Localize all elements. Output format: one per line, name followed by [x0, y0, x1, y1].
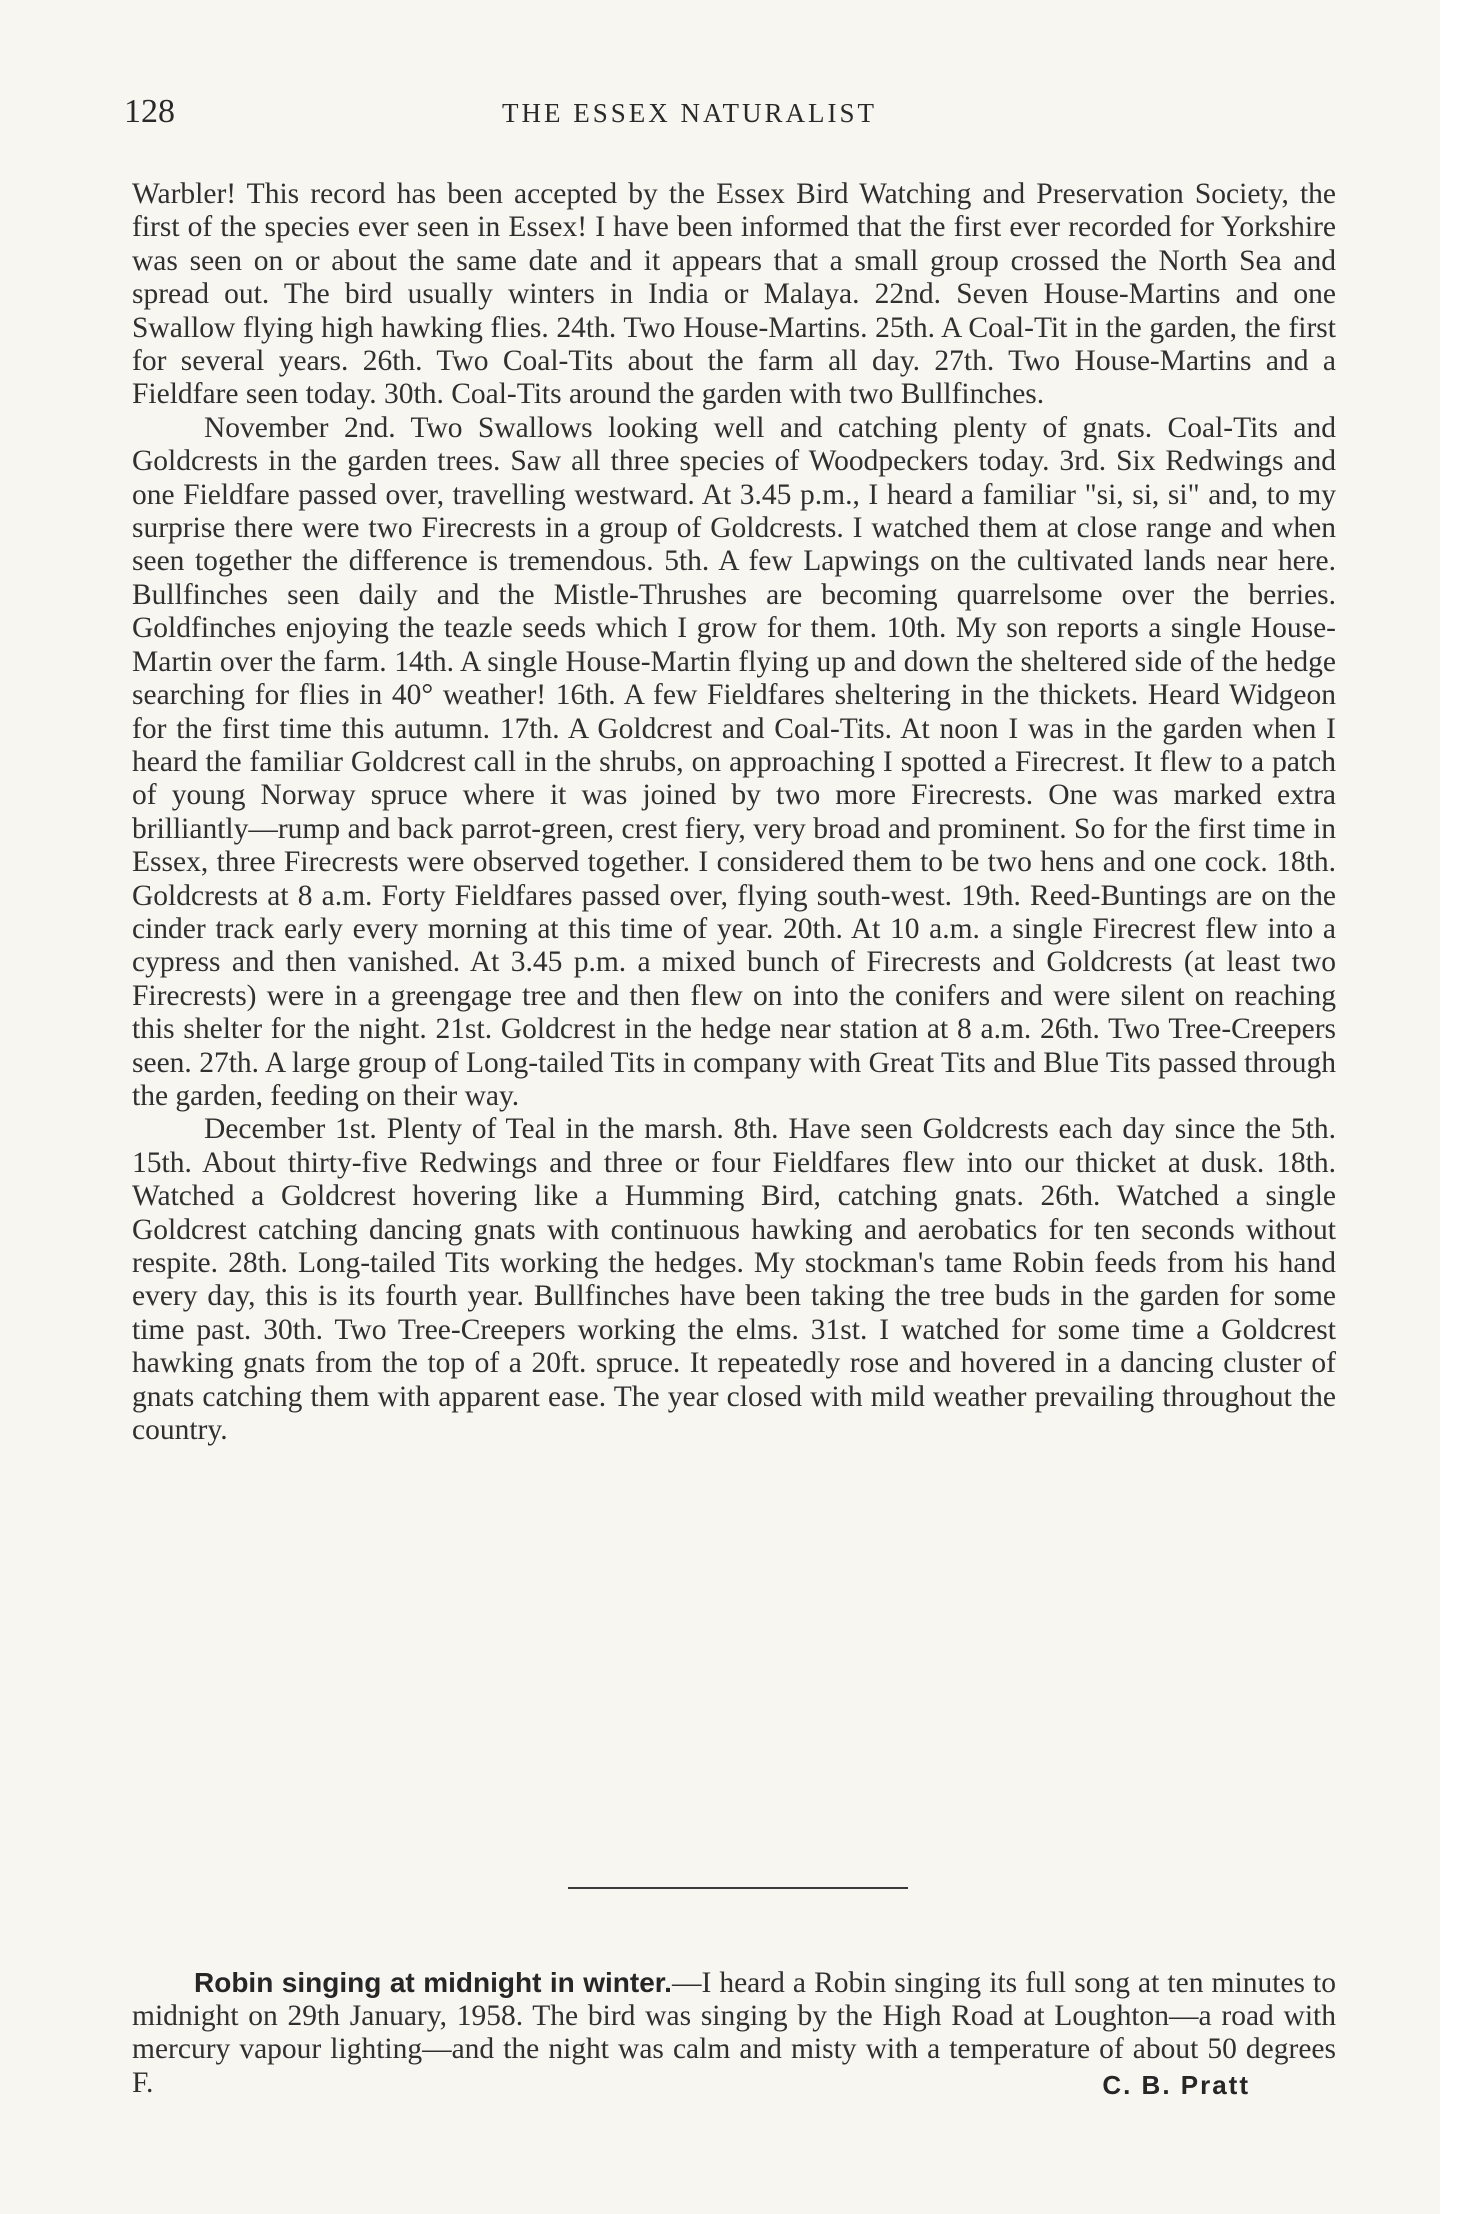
paragraph-december: December 1st. Plenty of Teal in the marsh. 8th. Have seen Goldcrests each day since the 5th. 15th. About thirty-five Redwings and three or four Fieldfares flew into our thicket at dusk. 18th. Watched a Goldcrest hovering like a Humming Bird, catching gnats. 26th. Watched a single Goldcrest catching dancing gnats with continuous hawking and aerobatics for ten seconds without respite. 28th. Long-tailed Tits working the hedges. My stockman's tame Robin feeds from his hand every day, this is its fourth year. Bullfinches have been taking the tree buds in the garden for some time past. 30th. Two Tree-Creepers working the elms. 31st. I watched for some time a Goldcrest hawking gnats from the top of a 20ft. spruce. It repeatedly rose and hovered in a dancing cluster of gnats catching them with apparent ease. The year closed with mild weather prevailing throughout the country. — [132, 1113, 1336, 1447]
page-number: 128 — [124, 93, 175, 130]
article-body — [132, 178, 1336, 1447]
section-divider — [568, 1887, 908, 1889]
page-edge — [1440, 0, 1476, 2214]
running-title: THE ESSEX NATURALIST — [502, 98, 877, 128]
note-author: C. B. Pratt — [1102, 2070, 1250, 2100]
note-heading: Robin singing at midnight in winter. — [194, 1966, 672, 1998]
paragraph-october-continued: Warbler! This record has been accepted by the Essex Bird Watching and Preservation Society, the first of the species ever seen in Essex! I have been informed that the first ever recorded for Yorkshire was seen on or about the same date and it appears that a small group crossed the North Sea and spread out. The bird usually winters in India or Malaya. 22nd. Seven House-Martins and one Swallow flying high hawking flies. 24th. Two House-Martins. 25th. A Coal-Tit in the garden, the first for several years. 26th. Two Coal-Tits about the farm all day. 27th. Two House-Martins and a Fieldfare seen today. 30th. Coal-Tits around the garden with two Bullfinches. — [132, 178, 1336, 411]
note-body: —I heard a Robin singing its full song at ten minutes to midnight on 29th January, 1958. The bird was singing by the High Road at Loughton—a road with mercury vapour lighting—and the night was calm and misty with a temperature of about 50 degrees F. — [132, 1966, 1336, 2099]
page-header — [0, 92, 1476, 132]
paragraph-november: November 2nd. Two Swallows looking well and catching plenty of gnats. Coal-Tits and Goldcrests in the garden trees. Saw all three species of Woodpeckers today. 3rd. Six Redwings and one Fieldfare passed over, travelling westward. At 3.45 p.m., I heard a familiar "si, si, si" and, to my surprise there were two Firecrests in a group of Goldcrests. I watched them at close range and when seen together the difference is tremendous. 5th. A few Lapwings on the cultivated lands near here. Bullfinches seen daily and the Mistle-Thrushes are becoming quarrelsome over the berries. Goldfinches enjoying the teazle seeds which I grow for them. 10th. My son reports a single House-Martin over the farm. 14th. A single House-Martin flying up and down the sheltered side of the hedge searching for flies in 40° weather! 16th. A few Fieldfares sheltering in the thickets. Heard Widgeon for the first time this autumn. 17th. A Goldcrest and Coal-Tits. At noon I was in the garden when I heard the familiar Goldcrest call in the shrubs, on approaching I spotted a Firecrest. It flew to a patch of young Norway spruce where it was joined by two more Firecrests. One was marked extra brilliantly—rump and back parrot-green, crest fiery, very broad and prominent. So for the first time in Essex, three Firecrests were observed together. I considered them to be two hens and one cock. 18th. Goldcrests at 8 a.m. Forty Fieldfares passed over, flying south-west. 19th. Reed-Buntings are on the cinder track early every morning at this time of year. 20th. At 10 a.m. a single Firecrest flew into a cypress and then vanished. At 3.45 p.m. a mixed bunch of Firecrests and Goldcrests (at least two Firecrests) were in a greengage tree and then flew on into the conifers and were silent on reaching this shelter for the night. 21st. Goldcrest in the hedge near station at 8 a.m. 26th. Two Tree-Creepers seen. 27th. A large group of Long-tailed Tits in company with Great Tits and Blue Tits passed through the garden, feeding on their way. — [132, 411, 1336, 1112]
